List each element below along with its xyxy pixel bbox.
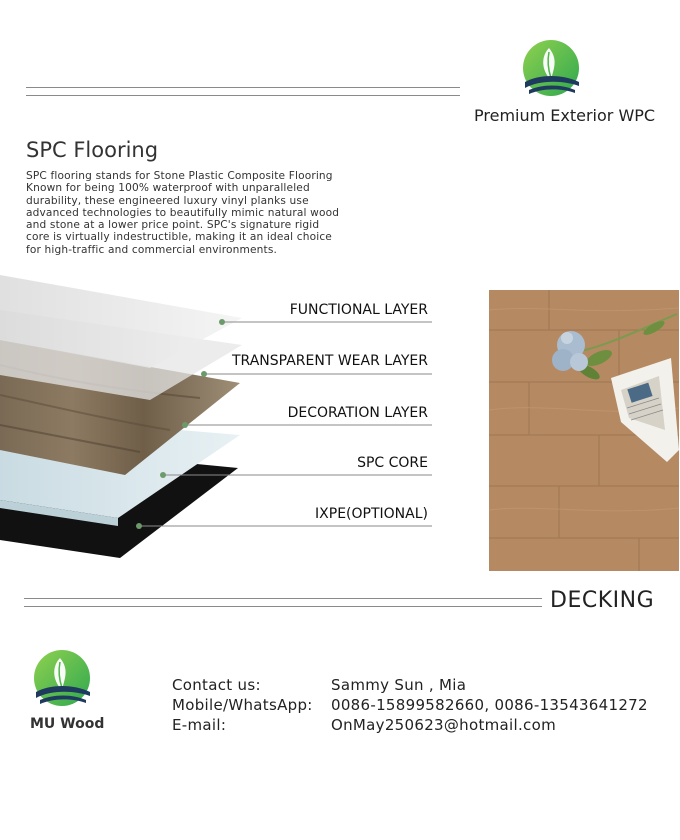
mu-wood-logo-icon — [30, 648, 94, 712]
layer-label-ixpe: IXPE(OPTIONAL) — [315, 506, 428, 522]
decking-rule-bottom — [24, 606, 542, 607]
layer-label-wear: TRANSPARENT WEAR LAYER — [232, 353, 428, 369]
layer-label-functional: FUNCTIONAL LAYER — [289, 302, 428, 318]
contact-value: Sammy Sun , Mia — [331, 676, 467, 694]
layer-label-decoration: DECORATION LAYER — [287, 405, 428, 421]
wood-floor-photo — [489, 290, 679, 571]
phone-label: Mobile/WhatsApp: — [172, 696, 313, 714]
brand-title: Premium Exterior WPC — [474, 106, 656, 125]
header-rule-top — [26, 87, 460, 88]
intro-description: SPC flooring stands for Stone Plastic Composite Flooring Known for being 100% waterproof with unparalleled durability, these engineered luxury vinyl planks use advanced technologies to beautifully mimic natural wood and stone at a lower price point. SPC's signature rigid core is virtually indestructible, making it an ideal choice for high-traffic and commercial environments. — [26, 170, 340, 256]
page-title: SPC Flooring — [26, 138, 159, 162]
decking-heading: DECKING — [550, 588, 655, 613]
phone-value: 0086-15899582660, 0086-13543641272 — [331, 696, 648, 714]
decking-rule-top — [24, 598, 542, 599]
email-label: E-mail: — [172, 716, 227, 734]
company-name: MU Wood — [30, 716, 105, 732]
email-value[interactable]: OnMay250623@hotmail.com — [331, 716, 556, 734]
header-rule-bottom — [26, 95, 460, 96]
layer-label-core: SPC CORE — [357, 455, 428, 471]
contact-label: Contact us: — [172, 676, 261, 694]
leaf-wave-logo-icon — [519, 38, 583, 102]
